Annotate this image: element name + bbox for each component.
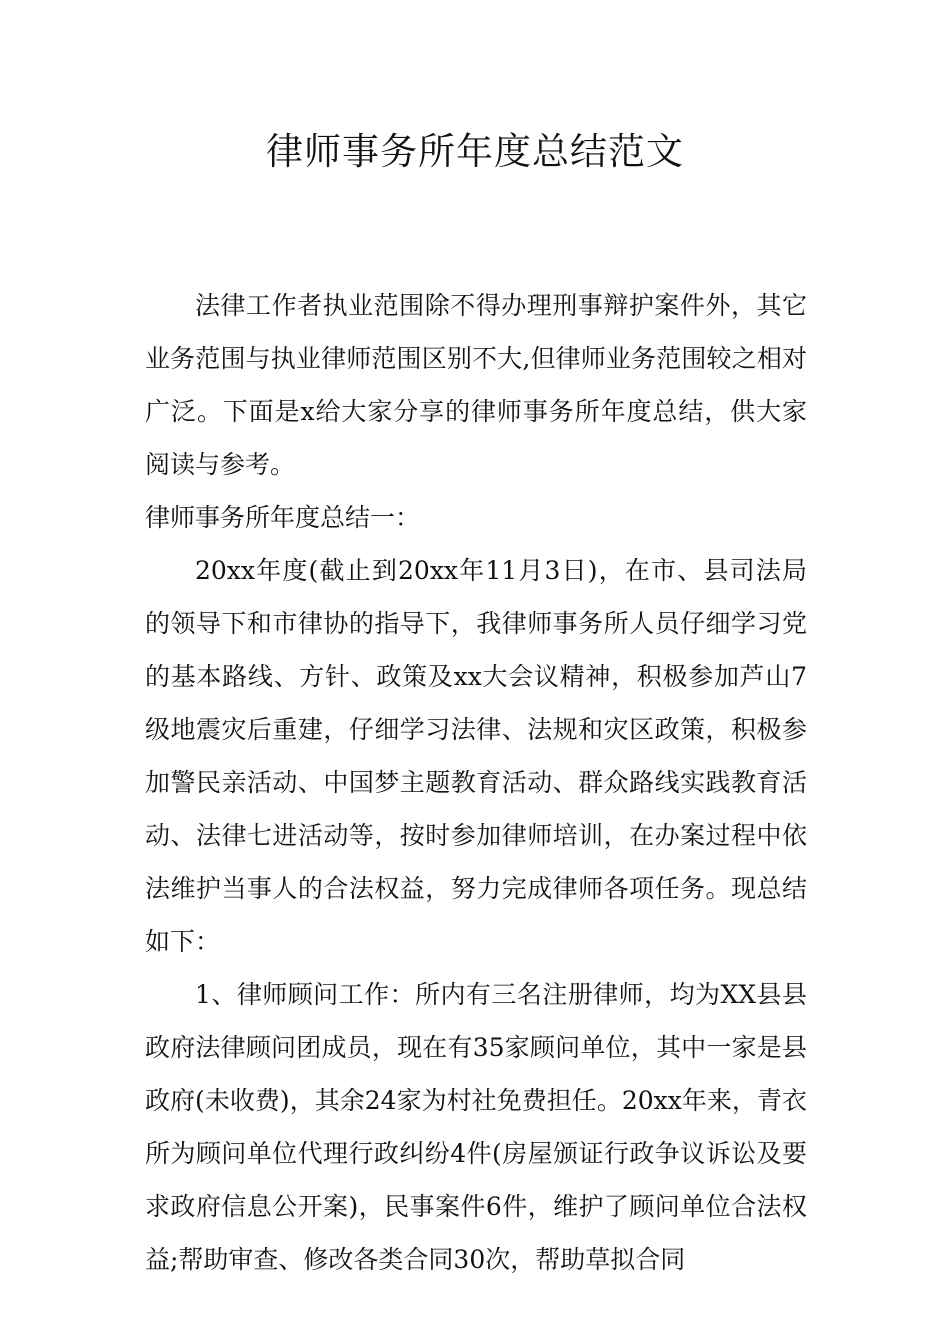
document-body [145,279,807,1286]
summary-paragraph-1: 20xx年度(截止到20xx年11月3日)，在市、县司法局的领导下和市律协的指导下，我律师事务所人员仔细学习党的基本路线、方针、政策及xx大会议精神，积极参加芦山7级地震灾后重建，仔细学习法律、法规和灾区政策，积极参加警民亲活动、中国梦主题教育活动、群众路线实践教育活动、法律七进活动等，按时参加律师培训，在办案过程中依法维护当事人的合法权益，努力完成律师各项任务。现总结如下： [145,556,807,956]
section-heading: 律师事务所年度总结一： [145,503,421,532]
intro-paragraph: 法律工作者执业范围除不得办理刑事辩护案件外，其它业务范围与执业律师范围区别不大,但律师业务范围较之相对广泛。下面是x给大家分享的律师事务所年度总结，供大家阅读与参考。 [145,291,807,479]
summary-paragraph-2: 1、律师顾问工作：所内有三名注册律师，均为XX县县政府法律顾问团成员，现在有35家顾问单位，其中一家是县政府(未收费)，其余24家为村社免费担任。20xx年来，青衣所为顾问单位代理行政纠纷4件(房屋颁证行政争议诉讼及要求政府信息公开案)，民事案件6件，维护了顾问单位合法权益;帮助审查、修改各类合同30次，帮助草拟合同 [145,980,807,1274]
document-title: 律师事务所年度总结范文 [266,130,684,173]
